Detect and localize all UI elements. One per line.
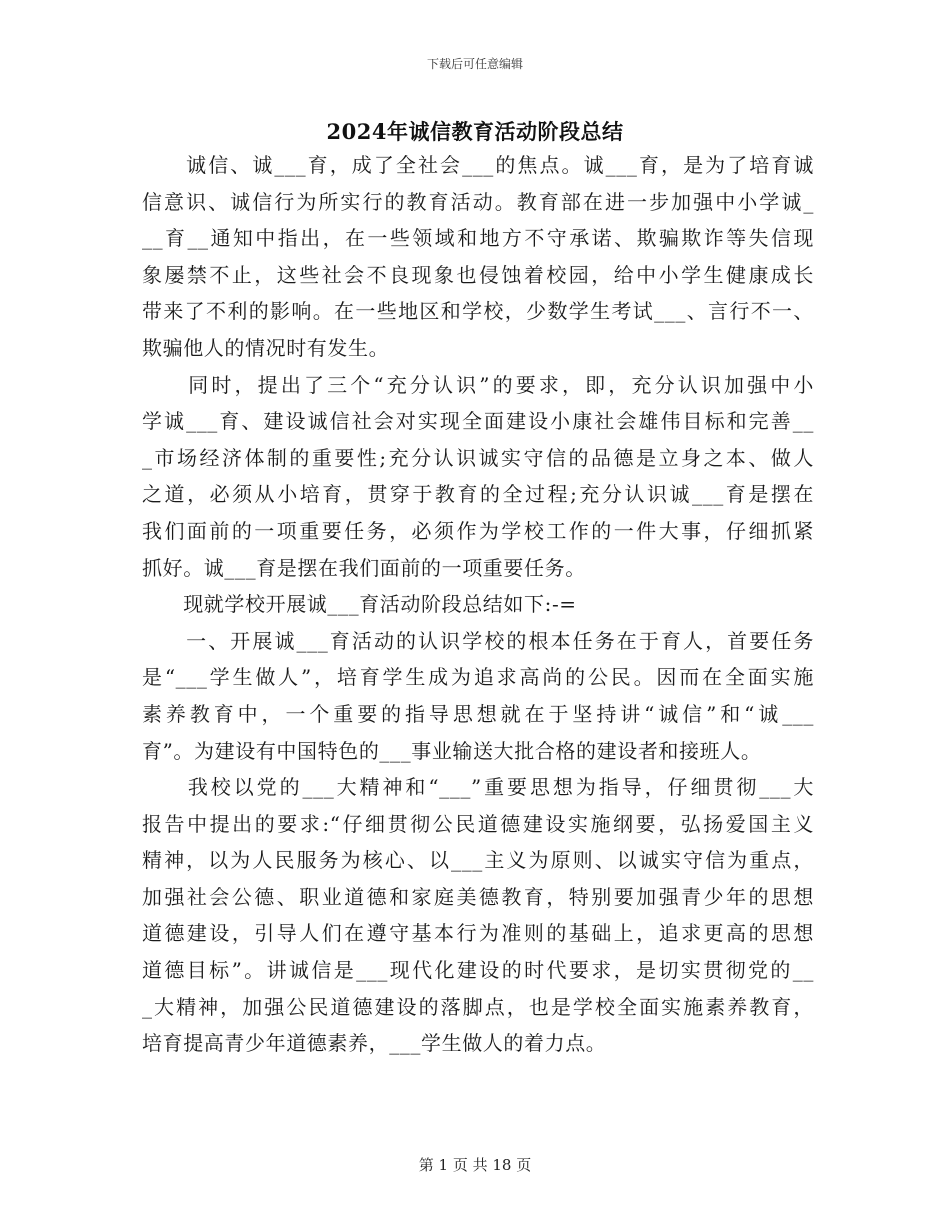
text-line: 我们面前的一项重要任务，必须作为学校工作的一件大事，仔细抓紧 (142, 518, 814, 543)
document-body (142, 147, 814, 1062)
paragraph-school-guidance (142, 769, 814, 1062)
text-line: 加强社会公德、职业道德和家庭美德教育，特别要加强青少年的思想 (142, 884, 814, 909)
text-line: 象屡禁不止，这些社会不良现象也侵蚀着校园，给中小学生健康成长 (142, 262, 814, 287)
text-line: 培育提高青少年道德素养，___学生做人的着力点。 (142, 1031, 607, 1056)
text-line: 是“___学生做人”，培育学生成为追求高尚的公民。因而在全面实施 (142, 665, 814, 690)
text-line: 一、开展诚___育活动的认识学校的根本任务在于育人，首要任务 (142, 628, 814, 653)
text-line: 精神，以为人民服务为核心、以___主义为原则、以诚实守信为重点， (142, 848, 814, 873)
text-line: 素养教育中，一个重要的指导思想就在于坚持讲“诚信”和“诚___ (142, 701, 814, 726)
text-line: 育”。为建设有中国特色的___事业输送大批合格的建设者和接班人。 (142, 738, 762, 763)
text-line: 现就学校开展诚___育活动阶段总结如下:-= (142, 592, 577, 617)
text-line: 欺骗他人的情况时有发生。 (142, 335, 390, 360)
text-line: 之道，必须从小培育，贯穿于教育的全过程;充分认识诚___育是摆在 (142, 482, 814, 507)
text-line: 抓好。诚___育是摆在我们面前的一项重要任务。 (142, 555, 586, 580)
page-header-note: 下载后可任意编辑 (426, 57, 523, 71)
text-line: 道德建设，引导人们在遵守基本行为准则的基础上，追求更高的思想 (142, 921, 814, 946)
document-title: 2024年诚信教育活动阶段总结 (326, 119, 624, 144)
paragraph-intro (142, 147, 814, 367)
paragraph-section-one (142, 623, 814, 769)
text-line: _市场经济体制的重要性;充分认识诚实守信的品德是立身之本、做人 (142, 445, 814, 470)
text-line: _大精神，加强公民道德建设的落脚点，也是学校全面实施素养教育， (142, 994, 814, 1019)
text-line: __育__通知中指出，在一些领域和地方不守承诺、欺骗欺诈等失信现 (142, 226, 814, 251)
text-line: 带来了不利的影响。在一些地区和学校，少数学生考试___、言行不一、 (142, 299, 814, 324)
text-line: 报告中提出的要求:“仔细贯彻公民道德建设实施纲要，弘扬爱国主义 (142, 811, 814, 836)
text-line: 诚信、诚___育，成了全社会___的焦点。诚___育，是为了培育诚 (142, 153, 814, 177)
text-line: 信意识、诚信行为所实行的教育活动。教育部在进一步加强中小学诚_ (142, 189, 814, 214)
text-line: 同时，提出了三个“充分认识”的要求，即，充分认识加强中小 (142, 372, 814, 397)
text-line: 我校以党的___大精神和“___”重要思想为指导，仔细贯彻___大 (142, 775, 814, 800)
paragraph-summary-intro (142, 586, 814, 623)
text-line: 学诚___育、建设诚信社会对实现全面建设小康社会雄伟目标和完善__ (142, 409, 814, 434)
paragraph-requirements (142, 367, 814, 587)
page-number: 第 1 页 共 18 页 (418, 1156, 532, 1174)
text-line: 道德目标”。讲诚信是___现代化建设的时代要求，是切实贯彻党的__ (142, 958, 814, 983)
